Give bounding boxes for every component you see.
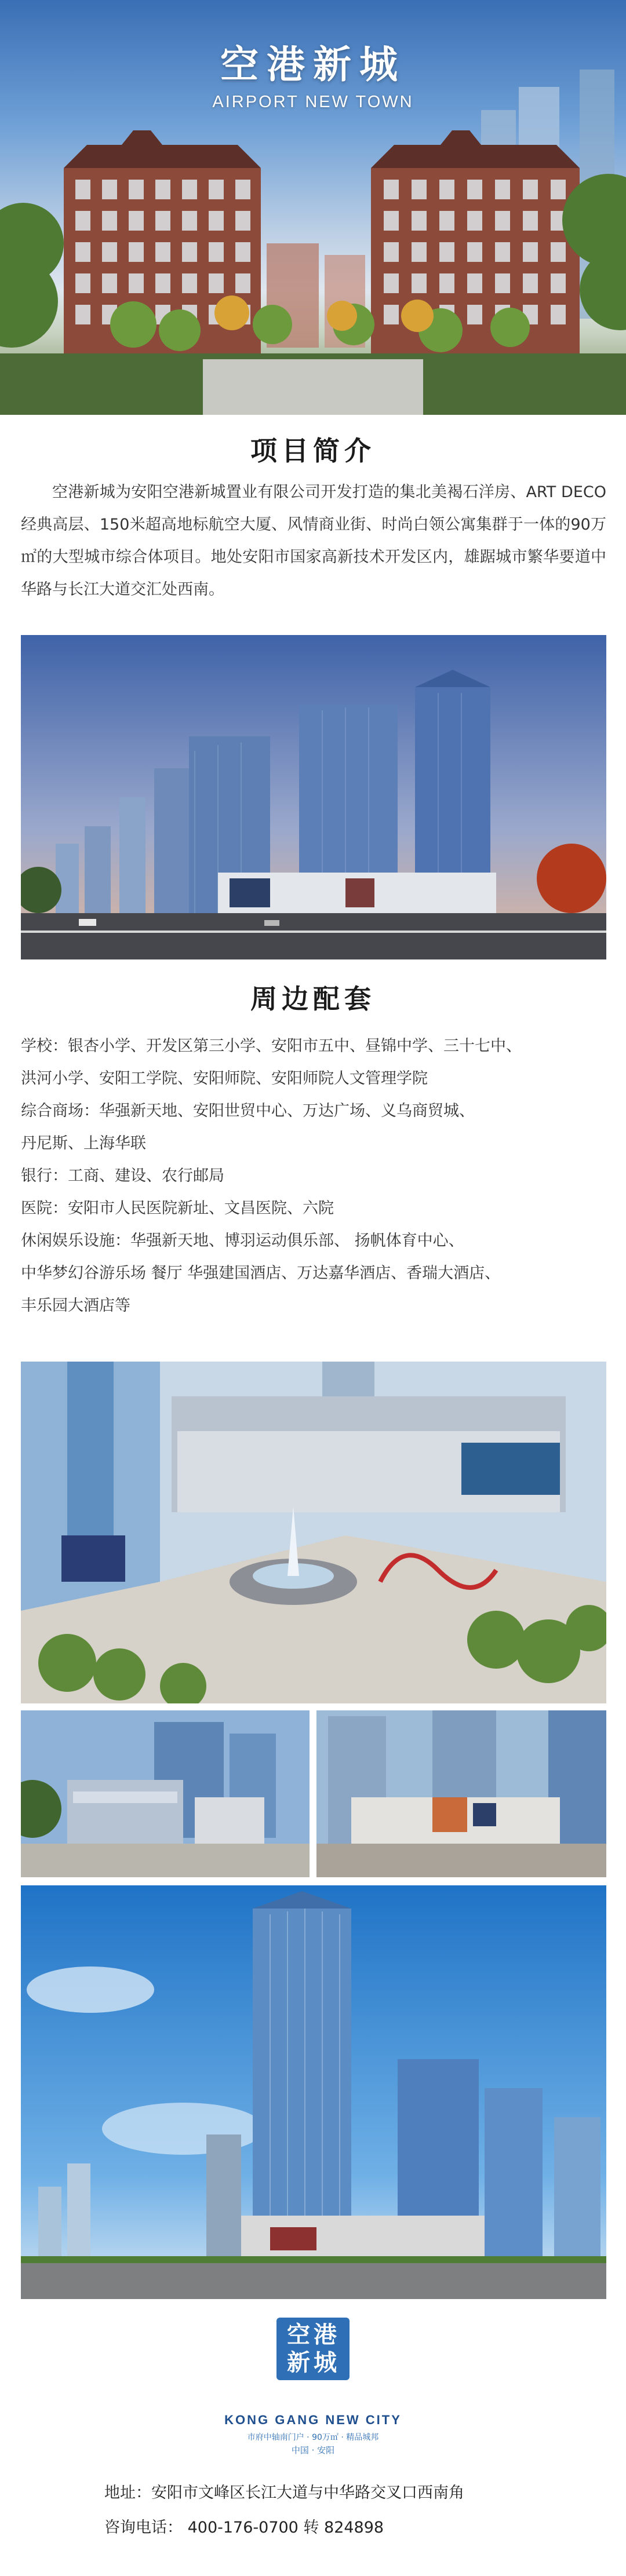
logo-location: 中国 · 安阳	[291, 2445, 335, 2455]
amenity-line: 丰乐园大酒店等	[21, 1297, 130, 1315]
amenity-line: 学校：银杏小学、开发区第三小学、安阳市五中、昼锦中学、三十七中、	[21, 1037, 522, 1055]
logo-char: 新	[287, 2349, 310, 2376]
logo-english-name: KONG GANG NEW CITY	[224, 2413, 402, 2427]
amenity-line: 银行：工商、建设、农行邮局	[21, 1167, 224, 1185]
landmark-tower-rendering	[21, 1885, 606, 2299]
hero-title: 空港新城	[220, 42, 406, 87]
logo-char: 港	[314, 2322, 337, 2348]
amenity-line: 洪河小学、安阳工学院、安阳师院、安阳师院人文管理学院	[21, 1070, 428, 1088]
section-title-amenities: 周边配套	[250, 983, 376, 1015]
amenity-line: 综合商场：华强新天地、安阳世贸中心、万达广场、义乌商贸城、	[21, 1102, 475, 1120]
hero-subtitle: AIRPORT NEW TOWN	[212, 93, 414, 111]
hero-banner	[0, 0, 626, 415]
amenity-line: 休闲娱乐设施：华强新天地、博羽运动俱乐部、 扬帆体育中心、	[21, 1232, 464, 1250]
logo-tagline: 市府中轴南门户 · 90万㎡ · 精品城邦	[247, 2433, 379, 2442]
brand-logo	[276, 2318, 350, 2380]
address-text: 地址：安阳市文峰区长江大道与中华路交叉口西南角	[104, 2484, 464, 2502]
commercial-street-rendering-left	[21, 1710, 310, 1877]
phone-text: 咨询电话： 400-176-0700 转 824898	[104, 2519, 384, 2537]
logo-char: 城	[314, 2349, 337, 2376]
towers-rendering	[21, 635, 606, 959]
amenity-line: 丹尼斯、上海华联	[21, 1134, 146, 1152]
amenity-line: 医院：安阳市人民医院新址、文昌医院、六院	[21, 1199, 334, 1217]
amenity-line: 中华梦幻谷游乐场 餐厅 华强建国酒店、万达嘉华酒店、香瑞大酒店、	[21, 1264, 501, 1282]
plaza-rendering	[21, 1362, 606, 1703]
amenities-list	[21, 1030, 606, 1322]
section-title-intro: 项目简介	[250, 435, 376, 466]
commercial-street-rendering-right	[316, 1710, 606, 1877]
intro-paragraph: 空港新城为安阳空港新城置业有限公司开发打造的集北美褐石洋房、ART DECO经典高层、150米超高地标航空大厦、风情商业街、时尚白领公寓集群于一体的90万㎡的大型城市综合体项目。地处安阳市国家高新技术开发区内，雄踞城市繁华要道中华路与长江大道交汇处西南。	[21, 483, 606, 599]
logo-char: 空	[287, 2322, 310, 2348]
